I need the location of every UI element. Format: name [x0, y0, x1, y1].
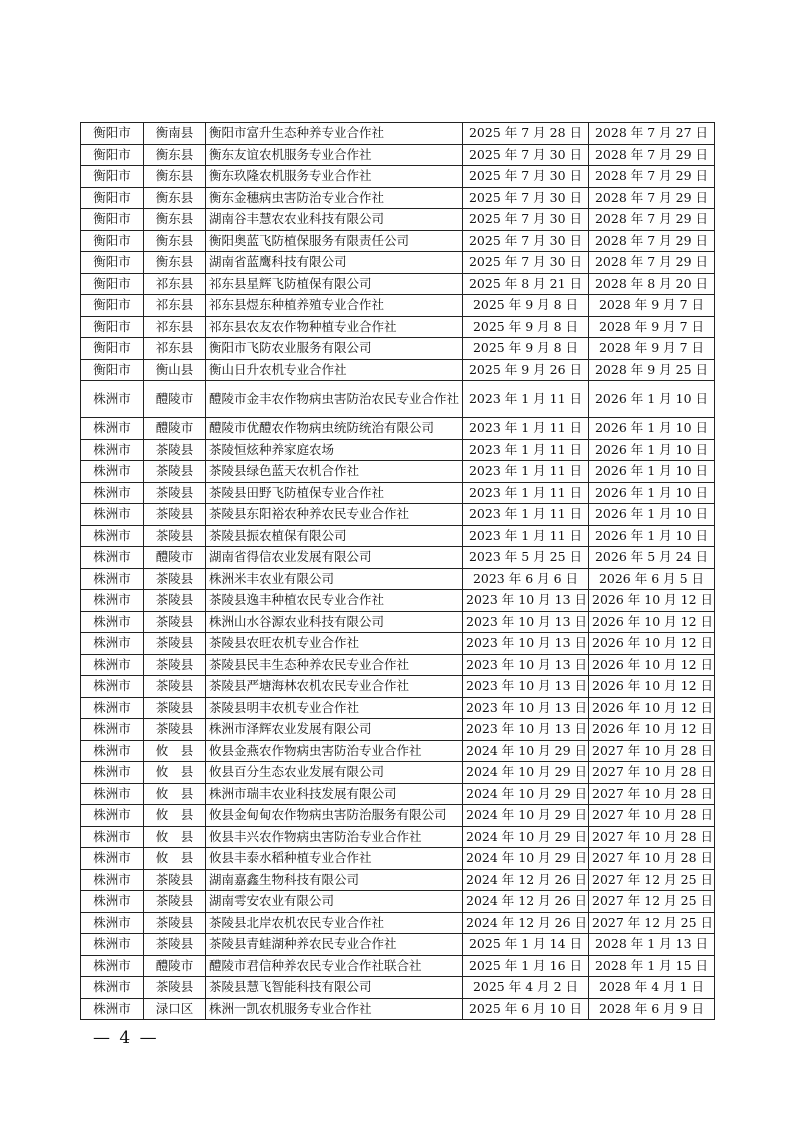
- city-cell: 衡阳市: [81, 295, 144, 317]
- end-date-cell: 2026 年 10 月 12 日: [589, 697, 715, 719]
- end-date-cell: 2026 年 1 月 10 日: [589, 381, 715, 418]
- city-cell: 株洲市: [81, 504, 144, 526]
- table-row: [81, 252, 715, 274]
- end-date-cell: 2028 年 1 月 15 日: [589, 955, 715, 977]
- county-cell: 衡东县: [144, 166, 206, 188]
- county-cell: 茶陵县: [144, 891, 206, 913]
- city-cell: 株洲市: [81, 826, 144, 848]
- table-row: [81, 209, 715, 231]
- city-cell: 株洲市: [81, 568, 144, 590]
- end-date-cell: 2028 年 9 月 7 日: [589, 295, 715, 317]
- start-date-cell: 2024 年 10 月 29 日: [463, 848, 589, 870]
- end-date-cell: 2026 年 1 月 10 日: [589, 482, 715, 504]
- city-cell: 株洲市: [81, 525, 144, 547]
- city-cell: 株洲市: [81, 783, 144, 805]
- table-row: [81, 719, 715, 741]
- table-row: [81, 912, 715, 934]
- organization-name-cell: 株洲山水谷源农业科技有限公司: [206, 611, 463, 633]
- city-cell: 株洲市: [81, 805, 144, 827]
- end-date-cell: 2027 年 10 月 28 日: [589, 805, 715, 827]
- city-cell: 株洲市: [81, 482, 144, 504]
- organization-name-cell: 衡阳奥蓝飞防植保服务有限责任公司: [206, 230, 463, 252]
- organization-name-cell: 衡阳市富升生态种养专业合作社: [206, 123, 463, 145]
- county-cell: 攸 县: [144, 783, 206, 805]
- county-cell: 醴陵市: [144, 547, 206, 569]
- table-row: [81, 955, 715, 977]
- county-cell: 攸 县: [144, 740, 206, 762]
- start-date-cell: 2025 年 9 月 8 日: [463, 295, 589, 317]
- organization-name-cell: 茶陵县田野飞防植保专业合作社: [206, 482, 463, 504]
- start-date-cell: 2023 年 1 月 11 日: [463, 482, 589, 504]
- organization-name-cell: 株洲米丰农业有限公司: [206, 568, 463, 590]
- start-date-cell: 2023 年 1 月 11 日: [463, 418, 589, 440]
- city-cell: 株洲市: [81, 547, 144, 569]
- county-cell: 茶陵县: [144, 934, 206, 956]
- table-row: [81, 633, 715, 655]
- table-row: [81, 805, 715, 827]
- county-cell: 茶陵县: [144, 912, 206, 934]
- end-date-cell: 2026 年 10 月 12 日: [589, 654, 715, 676]
- start-date-cell: 2025 年 7 月 30 日: [463, 144, 589, 166]
- county-cell: 茶陵县: [144, 439, 206, 461]
- organization-name-cell: 湖南省得信农业发展有限公司: [206, 547, 463, 569]
- end-date-cell: 2027 年 10 月 28 日: [589, 762, 715, 784]
- end-date-cell: 2028 年 9 月 25 日: [589, 359, 715, 381]
- end-date-cell: 2028 年 7 月 27 日: [589, 123, 715, 145]
- city-cell: 株洲市: [81, 740, 144, 762]
- table-row: [81, 338, 715, 360]
- table-row: [81, 295, 715, 317]
- organization-name-cell: 醴陵市金丰农作物病虫害防治农民专业合作社: [206, 381, 463, 418]
- end-date-cell: 2028 年 9 月 7 日: [589, 338, 715, 360]
- table-row: [81, 547, 715, 569]
- end-date-cell: 2027 年 10 月 28 日: [589, 740, 715, 762]
- county-cell: 祁东县: [144, 273, 206, 295]
- city-cell: 衡阳市: [81, 338, 144, 360]
- city-cell: 衡阳市: [81, 209, 144, 231]
- city-cell: 衡阳市: [81, 123, 144, 145]
- organization-name-cell: 茶陵县民丰生态种养农民专业合作社: [206, 654, 463, 676]
- city-cell: 衡阳市: [81, 230, 144, 252]
- start-date-cell: 2025 年 1 月 16 日: [463, 955, 589, 977]
- city-cell: 株洲市: [81, 654, 144, 676]
- end-date-cell: 2026 年 10 月 12 日: [589, 633, 715, 655]
- end-date-cell: 2026 年 6 月 5 日: [589, 568, 715, 590]
- organization-name-cell: 株洲一凯农机服务专业合作社: [206, 998, 463, 1020]
- start-date-cell: 2024 年 10 月 29 日: [463, 740, 589, 762]
- organization-name-cell: 茶陵县明丰农机专业合作社: [206, 697, 463, 719]
- table-row: [81, 869, 715, 891]
- city-cell: 株洲市: [81, 381, 144, 418]
- organization-name-cell: 茶陵县东阳裕农种养农民专业合作社: [206, 504, 463, 526]
- city-cell: 株洲市: [81, 439, 144, 461]
- start-date-cell: 2024 年 10 月 29 日: [463, 805, 589, 827]
- table-row: [81, 381, 715, 418]
- organization-name-cell: 茶陵县北岸农机农民专业合作社: [206, 912, 463, 934]
- table-row: [81, 934, 715, 956]
- start-date-cell: 2023 年 10 月 13 日: [463, 611, 589, 633]
- start-date-cell: 2023 年 1 月 11 日: [463, 504, 589, 526]
- organization-name-cell: 攸县金燕农作物病虫害防治专业合作社: [206, 740, 463, 762]
- table-row: [81, 123, 715, 145]
- end-date-cell: 2026 年 10 月 12 日: [589, 719, 715, 741]
- organization-name-cell: 湖南雩安农业有限公司: [206, 891, 463, 913]
- city-cell: 株洲市: [81, 461, 144, 483]
- city-cell: 株洲市: [81, 697, 144, 719]
- start-date-cell: 2025 年 4 月 2 日: [463, 977, 589, 999]
- start-date-cell: 2024 年 12 月 26 日: [463, 891, 589, 913]
- table-row: [81, 418, 715, 440]
- city-cell: 株洲市: [81, 633, 144, 655]
- end-date-cell: 2026 年 1 月 10 日: [589, 525, 715, 547]
- start-date-cell: 2023 年 1 月 11 日: [463, 461, 589, 483]
- organization-name-cell: 祁东县煜东种植养殖专业合作社: [206, 295, 463, 317]
- start-date-cell: 2025 年 9 月 8 日: [463, 316, 589, 338]
- organization-name-cell: 湖南省蓝鹰科技有限公司: [206, 252, 463, 274]
- table-row: [81, 891, 715, 913]
- page-number: — 4 —: [93, 1028, 159, 1048]
- table-row: [81, 568, 715, 590]
- start-date-cell: 2024 年 10 月 29 日: [463, 762, 589, 784]
- start-date-cell: 2023 年 10 月 13 日: [463, 654, 589, 676]
- end-date-cell: 2028 年 6 月 9 日: [589, 998, 715, 1020]
- start-date-cell: 2025 年 1 月 14 日: [463, 934, 589, 956]
- county-cell: 茶陵县: [144, 654, 206, 676]
- end-date-cell: 2026 年 1 月 10 日: [589, 418, 715, 440]
- start-date-cell: 2025 年 9 月 8 日: [463, 338, 589, 360]
- organization-name-cell: 衡东友谊农机服务专业合作社: [206, 144, 463, 166]
- organization-name-cell: 湖南嘉鑫生物科技有限公司: [206, 869, 463, 891]
- end-date-cell: 2028 年 9 月 7 日: [589, 316, 715, 338]
- table-row: [81, 316, 715, 338]
- city-cell: 衡阳市: [81, 252, 144, 274]
- start-date-cell: 2023 年 1 月 11 日: [463, 525, 589, 547]
- organization-name-cell: 衡东玖隆农机服务专业合作社: [206, 166, 463, 188]
- county-cell: 醴陵市: [144, 381, 206, 418]
- city-cell: 株洲市: [81, 934, 144, 956]
- city-cell: 株洲市: [81, 590, 144, 612]
- organization-name-cell: 茶陵恒炫种养家庭农场: [206, 439, 463, 461]
- city-cell: 株洲市: [81, 719, 144, 741]
- end-date-cell: 2028 年 7 月 29 日: [589, 252, 715, 274]
- organization-name-cell: 株洲市泽辉农业发展有限公司: [206, 719, 463, 741]
- county-cell: 衡东县: [144, 230, 206, 252]
- county-cell: 攸 县: [144, 762, 206, 784]
- table-row: [81, 461, 715, 483]
- county-cell: 攸 县: [144, 848, 206, 870]
- table-row: [81, 826, 715, 848]
- county-cell: 衡东县: [144, 144, 206, 166]
- end-date-cell: 2026 年 1 月 10 日: [589, 461, 715, 483]
- end-date-cell: 2027 年 12 月 25 日: [589, 891, 715, 913]
- table-row: [81, 676, 715, 698]
- county-cell: 茶陵县: [144, 461, 206, 483]
- county-cell: 茶陵县: [144, 504, 206, 526]
- county-cell: 攸 县: [144, 805, 206, 827]
- organization-name-cell: 衡阳市飞防农业服务有限公司: [206, 338, 463, 360]
- start-date-cell: 2025 年 7 月 30 日: [463, 209, 589, 231]
- city-cell: 株洲市: [81, 611, 144, 633]
- organization-name-cell: 茶陵县逸丰种植农民专业合作社: [206, 590, 463, 612]
- city-cell: 衡阳市: [81, 166, 144, 188]
- start-date-cell: 2023 年 5 月 25 日: [463, 547, 589, 569]
- end-date-cell: 2027 年 12 月 25 日: [589, 869, 715, 891]
- end-date-cell: 2026 年 1 月 10 日: [589, 439, 715, 461]
- table-row: [81, 187, 715, 209]
- table-row: [81, 611, 715, 633]
- city-cell: 株洲市: [81, 891, 144, 913]
- start-date-cell: 2024 年 10 月 29 日: [463, 826, 589, 848]
- start-date-cell: 2024 年 12 月 26 日: [463, 912, 589, 934]
- county-cell: 衡东县: [144, 209, 206, 231]
- start-date-cell: 2025 年 8 月 21 日: [463, 273, 589, 295]
- city-cell: 衡阳市: [81, 359, 144, 381]
- end-date-cell: 2028 年 1 月 13 日: [589, 934, 715, 956]
- end-date-cell: 2027 年 10 月 28 日: [589, 848, 715, 870]
- city-cell: 株洲市: [81, 869, 144, 891]
- organization-name-cell: 衡东金穗病虫害防治专业合作社: [206, 187, 463, 209]
- county-cell: 渌口区: [144, 998, 206, 1020]
- table-row: [81, 525, 715, 547]
- table-row: [81, 590, 715, 612]
- start-date-cell: 2025 年 6 月 10 日: [463, 998, 589, 1020]
- organization-name-cell: 攸县金甸甸农作物病虫害防治服务有限公司: [206, 805, 463, 827]
- end-date-cell: 2028 年 7 月 29 日: [589, 209, 715, 231]
- county-cell: 醴陵市: [144, 418, 206, 440]
- county-cell: 茶陵县: [144, 633, 206, 655]
- organization-name-cell: 攸县丰兴农作物病虫害防治专业合作社: [206, 826, 463, 848]
- county-cell: 茶陵县: [144, 590, 206, 612]
- table-row: [81, 144, 715, 166]
- start-date-cell: 2023 年 10 月 13 日: [463, 719, 589, 741]
- county-cell: 衡东县: [144, 252, 206, 274]
- start-date-cell: 2023 年 1 月 11 日: [463, 439, 589, 461]
- organization-name-cell: 衡山日升农机专业合作社: [206, 359, 463, 381]
- end-date-cell: 2026 年 10 月 12 日: [589, 611, 715, 633]
- end-date-cell: 2028 年 7 月 29 日: [589, 144, 715, 166]
- city-cell: 株洲市: [81, 955, 144, 977]
- table-row: [81, 230, 715, 252]
- end-date-cell: 2027 年 10 月 28 日: [589, 826, 715, 848]
- table-row: [81, 504, 715, 526]
- start-date-cell: 2024 年 10 月 29 日: [463, 783, 589, 805]
- city-cell: 衡阳市: [81, 187, 144, 209]
- registry-table: [80, 122, 715, 1020]
- county-cell: 茶陵县: [144, 611, 206, 633]
- table-row: [81, 482, 715, 504]
- end-date-cell: 2026 年 10 月 12 日: [589, 676, 715, 698]
- city-cell: 衡阳市: [81, 273, 144, 295]
- county-cell: 茶陵县: [144, 525, 206, 547]
- start-date-cell: 2023 年 10 月 13 日: [463, 633, 589, 655]
- end-date-cell: 2028 年 7 月 29 日: [589, 230, 715, 252]
- city-cell: 衡阳市: [81, 144, 144, 166]
- start-date-cell: 2024 年 12 月 26 日: [463, 869, 589, 891]
- city-cell: 株洲市: [81, 998, 144, 1020]
- county-cell: 茶陵县: [144, 676, 206, 698]
- end-date-cell: 2026 年 5 月 24 日: [589, 547, 715, 569]
- county-cell: 衡东县: [144, 187, 206, 209]
- city-cell: 株洲市: [81, 912, 144, 934]
- county-cell: 茶陵县: [144, 977, 206, 999]
- end-date-cell: 2028 年 7 月 29 日: [589, 166, 715, 188]
- registry-table-body: [81, 123, 715, 1020]
- table-row: [81, 977, 715, 999]
- start-date-cell: 2025 年 7 月 30 日: [463, 187, 589, 209]
- city-cell: 株洲市: [81, 418, 144, 440]
- end-date-cell: 2026 年 1 月 10 日: [589, 504, 715, 526]
- table-row: [81, 166, 715, 188]
- table-row: [81, 697, 715, 719]
- organization-name-cell: 攸县百分生态农业发展有限公司: [206, 762, 463, 784]
- organization-name-cell: 祁东县星辉飞防植保有限公司: [206, 273, 463, 295]
- county-cell: 祁东县: [144, 295, 206, 317]
- county-cell: 茶陵县: [144, 719, 206, 741]
- start-date-cell: 2025 年 7 月 30 日: [463, 252, 589, 274]
- table-row: [81, 273, 715, 295]
- table-row: [81, 783, 715, 805]
- end-date-cell: 2028 年 7 月 29 日: [589, 187, 715, 209]
- table-row: [81, 359, 715, 381]
- start-date-cell: 2025 年 9 月 26 日: [463, 359, 589, 381]
- start-date-cell: 2025 年 7 月 30 日: [463, 230, 589, 252]
- organization-name-cell: 攸县丰泰水稻种植专业合作社: [206, 848, 463, 870]
- organization-name-cell: 茶陵县绿色蓝天农机合作社: [206, 461, 463, 483]
- end-date-cell: 2026 年 10 月 12 日: [589, 590, 715, 612]
- county-cell: 衡山县: [144, 359, 206, 381]
- county-cell: 祁东县: [144, 338, 206, 360]
- start-date-cell: 2023 年 1 月 11 日: [463, 381, 589, 418]
- county-cell: 攸 县: [144, 826, 206, 848]
- county-cell: 衡南县: [144, 123, 206, 145]
- table-row: [81, 654, 715, 676]
- city-cell: 衡阳市: [81, 316, 144, 338]
- start-date-cell: 2025 年 7 月 30 日: [463, 166, 589, 188]
- end-date-cell: 2028 年 4 月 1 日: [589, 977, 715, 999]
- table-row: [81, 439, 715, 461]
- table-row: [81, 998, 715, 1020]
- organization-name-cell: 祁东县农友农作物种植专业合作社: [206, 316, 463, 338]
- end-date-cell: 2027 年 10 月 28 日: [589, 783, 715, 805]
- end-date-cell: 2027 年 12 月 25 日: [589, 912, 715, 934]
- organization-name-cell: 醴陵市君信种养农民专业合作社联合社: [206, 955, 463, 977]
- city-cell: 株洲市: [81, 762, 144, 784]
- end-date-cell: 2028 年 8 月 20 日: [589, 273, 715, 295]
- county-cell: 茶陵县: [144, 697, 206, 719]
- organization-name-cell: 茶陵县农旺农机专业合作社: [206, 633, 463, 655]
- organization-name-cell: 株洲市瑞丰农业科技发展有限公司: [206, 783, 463, 805]
- county-cell: 茶陵县: [144, 482, 206, 504]
- city-cell: 株洲市: [81, 977, 144, 999]
- organization-name-cell: 茶陵县严塘海林农机农民专业合作社: [206, 676, 463, 698]
- organization-name-cell: 茶陵县青蛙湖种养农民专业合作社: [206, 934, 463, 956]
- start-date-cell: 2023 年 6 月 6 日: [463, 568, 589, 590]
- organization-name-cell: 茶陵县慧飞智能科技有限公司: [206, 977, 463, 999]
- city-cell: 株洲市: [81, 848, 144, 870]
- table-row: [81, 740, 715, 762]
- table-row: [81, 762, 715, 784]
- organization-name-cell: 湖南谷丰慧农农业科技有限公司: [206, 209, 463, 231]
- start-date-cell: 2023 年 10 月 13 日: [463, 676, 589, 698]
- city-cell: 株洲市: [81, 676, 144, 698]
- table-row: [81, 848, 715, 870]
- organization-name-cell: 茶陵县振农植保有限公司: [206, 525, 463, 547]
- county-cell: 祁东县: [144, 316, 206, 338]
- start-date-cell: 2023 年 10 月 13 日: [463, 697, 589, 719]
- county-cell: 醴陵市: [144, 955, 206, 977]
- start-date-cell: 2025 年 7 月 28 日: [463, 123, 589, 145]
- county-cell: 茶陵县: [144, 869, 206, 891]
- start-date-cell: 2023 年 10 月 13 日: [463, 590, 589, 612]
- county-cell: 茶陵县: [144, 568, 206, 590]
- organization-name-cell: 醴陵市优醴农作物病虫统防统治有限公司: [206, 418, 463, 440]
